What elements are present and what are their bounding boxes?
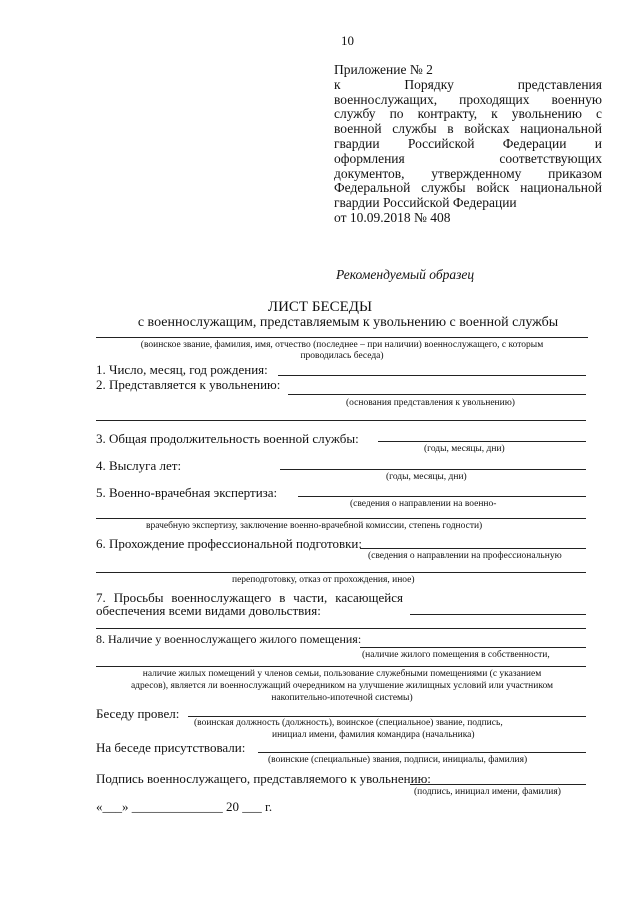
seniority-label: 4. Выслуга лет: <box>96 458 182 473</box>
present-label: На беседе присутствовали: <box>96 740 246 755</box>
training-hint: (сведения о направлении на профессиональную <box>368 551 562 561</box>
housing-hint: накопительно-ипотечной системы) <box>271 693 413 703</box>
appendix-line: Приложение № 2 <box>334 62 433 77</box>
appendix-line: Федеральной службы войск национальной <box>334 180 602 196</box>
name-line[interactable] <box>96 337 588 338</box>
signature-label: Подпись военнослужащего, представляемого к увольнению: <box>96 771 431 786</box>
appendix-block <box>334 63 602 226</box>
name-hint: (воинское звание, фамилия, имя, отчество (последнее – при наличии) военнослужащего, с которым <box>140 340 544 350</box>
sample-note: Рекомендуемый образец <box>336 267 475 282</box>
training-label: 6. Прохождение профессиональной подготовки: <box>96 536 363 551</box>
dismissal-hint: (основания представления к увольнению) <box>346 398 515 408</box>
seniority-input-line[interactable] <box>280 469 586 470</box>
medical-label: 5. Военно-врачебная экспертиза: <box>96 485 278 500</box>
conducted-input-line[interactable] <box>188 716 586 717</box>
birth-input-line[interactable] <box>278 375 586 376</box>
appendix-line: военнослужащих, проходящих военную <box>334 91 602 107</box>
requests-input-line[interactable] <box>410 614 586 615</box>
date-line[interactable]: «___» ______________ 20 ___ г. <box>96 799 273 814</box>
conducted-label: Беседу провел: <box>96 706 180 721</box>
appendix-line: военной службы в войсках национальной <box>334 121 602 137</box>
signature-input-line[interactable] <box>410 784 586 785</box>
present-input-line[interactable] <box>258 752 586 753</box>
requests-label: обеспечения всеми видами довольствия: <box>96 603 321 618</box>
dismissal-input-line[interactable] <box>288 394 586 395</box>
conducted-hint: (воинская должность (должность), воинское (специальное) звание, подпись, <box>194 718 503 728</box>
housing-input-line-2[interactable] <box>96 666 586 667</box>
housing-hint: (наличие жилого помещения в собственности, <box>362 650 550 660</box>
appendix-line: гвардии Российской Федерации и <box>334 135 602 151</box>
medical-input-line-2[interactable] <box>96 518 586 519</box>
page-title: ЛИСТ БЕСЕДЫ <box>267 299 373 315</box>
appendix-line: оформления соответствующих <box>334 150 602 166</box>
medical-hint: врачебную экспертизу, заключение военно-врачебной комиссии, степень годности) <box>146 521 483 531</box>
appendix-line: документов, утвержденному приказом <box>334 165 602 181</box>
signature-hint: (подпись, инициал имени, фамилия) <box>414 787 561 797</box>
training-hint: переподготовку, отказ от прохождения, иное) <box>232 575 415 585</box>
conducted-hint: инициал имени, фамилия командира (начальника) <box>272 730 475 740</box>
appendix-line: службу по контракту, к увольнению с <box>334 106 602 122</box>
present-hint: (воинские (специальные) звания, подписи, инициалы, фамилия) <box>268 755 528 765</box>
medical-hint: (сведения о направлении на военно- <box>350 499 497 509</box>
housing-hint: адресов), является ли военнослужащий очередником на улучшение жилищных условий или участником <box>130 681 554 691</box>
service-input-line[interactable] <box>378 441 586 442</box>
requests-input-line-2[interactable] <box>96 628 586 629</box>
service-hint: (годы, месяцы, дни) <box>424 444 505 454</box>
housing-hint: наличие жилых помещений у членов семьи, пользование служебными помещениями (с указанием <box>142 669 542 679</box>
training-input-line[interactable] <box>360 548 586 549</box>
training-input-line-2[interactable] <box>96 572 586 573</box>
service-label: 3. Общая продолжительность военной службы: <box>96 431 359 446</box>
name-hint: проводилась беседа) <box>300 351 384 361</box>
dismissal-input-line-2[interactable] <box>96 420 586 421</box>
appendix-line: гвардии Российской Федерации <box>334 195 517 211</box>
appendix-line: к Порядку представления <box>334 76 602 92</box>
medical-input-line[interactable] <box>298 496 586 497</box>
page-number: 10 <box>341 33 354 48</box>
birth-label: 1. Число, месяц, год рождения: <box>96 362 268 377</box>
housing-label: 8. Наличие у военнослужащего жилого помещения: <box>96 632 362 646</box>
seniority-hint: (годы, месяцы, дни) <box>386 472 467 482</box>
requests-label: 7. Просьбы военнослужащего в части, касающейся <box>96 590 403 605</box>
page-subtitle: с военнослужащим, представляемым к увольнению с военной службы <box>137 315 559 330</box>
housing-input-line[interactable] <box>360 647 586 648</box>
appendix-line: от 10.09.2018 № 408 <box>334 209 451 225</box>
dismissal-label: 2. Представляется к увольнению: <box>96 377 281 392</box>
